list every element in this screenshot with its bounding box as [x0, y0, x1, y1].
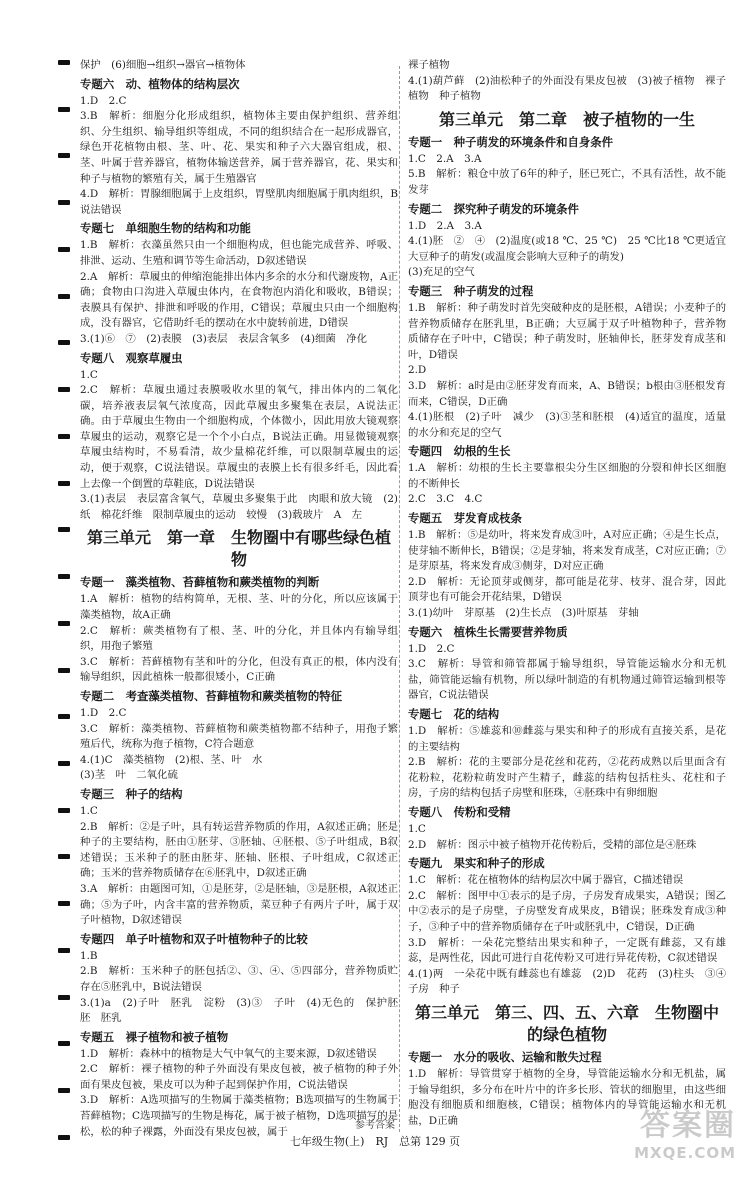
answer-paragraph: 2.C 解析：图甲中①表示的是子房，子房发育成果实，A错误；图乙中②表示的是子房壁，子房壁发育成果皮，B错误；胚珠发育成③种子，③种子中的营养物质储存在子叶或胚乳中，C错误，D正确	[408, 889, 726, 933]
answer-paragraph: 2.B 解析：②是子叶，具有转运营养物质的作用，A叙述正确；胚是种子的主要结构，胚由①胚芽、③胚轴、④胚根、⑤子叶组成，B叙述错误；玉米种子的胚由胚芽、胚轴、胚根、子叶组成，C叙述正确；玉米的营养物质储存在⑥胚乳中，D叙述正确	[80, 820, 398, 880]
topic-heading: 专题四 单子叶植物和双子叶植物种子的比较	[80, 931, 308, 946]
binding-mark	[58, 995, 70, 1000]
binding-mark	[58, 668, 70, 673]
answer-paragraph: 3.D 解析：一朵花完整结出果实和种子，一定既有雌蕊，又有雄蕊，是两性花，因此可进行自花传粉又可进行异花传粉，C叙述错误	[408, 936, 726, 965]
answer-paragraph: (3)茎 叶 二氧化硫	[80, 769, 178, 782]
answer-paragraph: 4.(1)胚根 (2)子叶 减少 (3)③茎和胚根 (4)适宜的温度，适量的水分和充足的空气	[408, 411, 726, 439]
answer-paragraph: 3.(1)a (2)子叶 胚乳 淀粉 (3)③ 子叶 (4)无色的 保护胚 胚 胚乳	[80, 996, 409, 1025]
answer-paragraph: 1.D 解析：森林中的植物是大气中氧气的主要来源，D叙述错误	[80, 1047, 377, 1060]
binding-mark	[58, 854, 70, 859]
binding-mark	[58, 107, 70, 112]
binding-mark	[58, 60, 70, 65]
answer-paragraph: 4.(1)C 藻类植物 (2)根、茎、叶 水	[80, 753, 263, 766]
binding-mark	[58, 340, 70, 345]
answer-paragraph: 1.B 解析：⑤是幼叶，将来发育成③叶，A对应正确；④是生长点，使芽轴不断伸长，B错误；②是芽轴，将来发育成茎，C对应正确；⑦是芽原基，将来发育成③侧芽，D对应正确	[408, 529, 726, 573]
unit-heading: 第三单元 第一章 生物圈中有哪些绿色植物	[86, 528, 391, 570]
answer-paragraph: 5.B 解析：粮仓中放了6年的种子，胚已死亡，不具有活性，故不能发芽	[408, 168, 726, 196]
binding-mark	[58, 200, 70, 205]
binding-mark	[58, 901, 70, 906]
binding-mark	[58, 153, 70, 158]
topic-heading: 专题四 幼根的生长	[408, 444, 511, 459]
answer-paragraph: 3.(1)⑥ ⑦ (2)表膜 (3)表层 表层含氧多 (4)细菌 净化	[80, 332, 367, 345]
binding-mark	[58, 808, 70, 813]
binding-mark	[58, 761, 70, 766]
topic-heading: 专题二 探究种子萌发的环境条件	[408, 201, 579, 216]
answer-paragraph: 3.(1)幼叶 芽原基 (2)生长点 (3)叶原基 芽轴	[408, 607, 639, 620]
answer-paragraph: 1.D 2.C	[80, 94, 127, 107]
binding-mark	[58, 294, 70, 299]
answer-paragraph: 1.A 解析：幼根的生长主要靠根尖分生区细胞的分裂和伸长区细胞的不断伸长	[408, 462, 726, 490]
answer-paragraph: 1.D 解析：导管贯穿于植物的全身，导管能运输水分和无机盐，属于输导组织，多分布在叶片中的许多长形、管状的细胞里，由这些细胞没有细胞质和细胞核，C错误；植物体内的导管能运输水和无机盐，D正确	[408, 1067, 726, 1127]
watermark-logo	[586, 1108, 736, 1174]
answer-paragraph: 1.D 解析：⑤雄蕊和⑩雌蕊与果实和种子的形成有直接关系，是花的主要结构	[408, 725, 726, 753]
answer-paragraph: 2.C 解析：裸子植物的种子外面没有果皮包被，被子植物的种子外面有果皮包被，果皮可以为种子起到保护作用，C说法错误	[80, 1063, 398, 1091]
unit-heading: 第三单元 第三、四、五、六章 生物圈中的绿色植物	[414, 1002, 719, 1044]
answer-paragraph: 1.B	[80, 949, 98, 962]
answer-paragraph: 1.A 解析：植物的结构简单，无根、茎、叶的分化，所以应该属于藻类植物，故A正确	[80, 593, 398, 622]
binding-mark	[58, 481, 70, 486]
answer-paragraph: 1.C	[408, 822, 426, 835]
answer-paragraph: 1.D 2.C	[80, 707, 127, 719]
answer-paragraph: 2.C 解析：草履虫通过表膜吸收水里的氧气，排出体内的二氧化碳，培养液表层氧气浓度高，因此草履虫多聚集在表层，A说法正确。由于草履虫生物由一个细胞构成，个体微小，因此用放大镜观察草履虫的运动，观察它是一个个小白点，B说法正确。用显微镜观察草履虫结构时，不易看清，故少量棉花纤维，可以限制草履虫的运动，便于观察，C说法错误。草履虫的表膜上长有很多纤毛，因此看上去像一个倒置的草鞋底，D说法错误	[80, 384, 398, 490]
topic-heading: 专题一 水分的吸收、运输和散失过程	[408, 1049, 602, 1064]
answer-paragraph: 1.B 解析：衣藻虽然只由一个细胞构成，但也能完成营养、呼吸、排泄、运动、生殖和调节等生命活动，D叙述错误	[80, 239, 398, 267]
binding-marks	[58, 60, 72, 1140]
answer-paragraph: 裸子植物	[408, 59, 450, 71]
binding-mark	[58, 434, 70, 439]
answer-paragraph: 2.B 解析：玉米种子的胚包括②、③、④、⑤四部分，营养物质贮存在⑤胚乳中，B说法错误	[80, 965, 398, 993]
answer-paragraph: 保护 (6)细胞→组织→器官→植物体	[80, 59, 246, 71]
topic-heading: 专题九 果实和种子的形成	[408, 856, 545, 871]
unit-heading: 第三单元 第二章 被子植物的一生	[438, 109, 695, 129]
answer-paragraph: 2.D 解析：图示中被子植物开花传粉后，受精的部位是④胚珠	[408, 838, 697, 851]
binding-mark	[58, 621, 70, 626]
answer-paragraph: 3.C 解析：苔藓植物有茎和叶的分化，但没有真正的根，体内没有输导组织，因此植株一般都很矮小，C正确	[80, 655, 398, 684]
answer-paragraph: 1.C	[80, 368, 98, 381]
answer-paragraph: 1.D 2.A 3.A	[408, 219, 482, 232]
topic-heading: 专题八 传粉和受精	[408, 804, 511, 819]
answer-paragraph: 2.D 解析：无论顶芽或侧芽，都可能是花芽、枝芽、混合芽，因此顶芽也有可能会开花结果，D错误	[408, 575, 726, 604]
binding-mark	[58, 574, 70, 579]
topic-heading: 专题一 种子萌发的环境条件和自身条件	[408, 134, 614, 149]
answer-paragraph: 3.A 解析：由题图可知，①是胚芽，②是胚轴，③是胚根，A叙述正确；⑤为子叶，内含丰富的营养物质，菜豆种子有两片子叶，属于双子叶植物，D叙述错误	[80, 882, 398, 927]
right-column	[408, 58, 737, 1129]
answer-paragraph: 3.C 解析：藻类植物、苔藓植物和蕨类植物都不结种子，用孢子繁殖后代，统称为孢子植物，C符合题意	[80, 722, 398, 751]
answer-paragraph: 2.C 解析：蕨类植物有了根、茎、叶的分化，并且体内有输导组织，用孢子繁殖	[80, 624, 398, 653]
answer-paragraph: 2.D	[408, 364, 427, 377]
answer-paragraph: 2.C 3.C 4.C	[408, 493, 483, 506]
left-column	[80, 58, 409, 1140]
topic-heading: 专题八 观察草履虫	[80, 350, 183, 365]
binding-mark	[58, 714, 70, 719]
footer-page-info: 七年级生物(上) RJ 总第 129 页	[289, 1135, 461, 1148]
binding-mark	[58, 1088, 70, 1093]
answer-paragraph: 4.(1)胚 ② ④ (2)温度(或18 ℃、25 ℃) 25 ℃比18 ℃更适宜大豆种子的萌发(或温度会影响大豆种子的萌发)	[408, 235, 726, 263]
watermark-main: 答案圈	[640, 1108, 736, 1143]
answer-paragraph: 2.B 解析：花的主要部分是花丝和花药，②花药成熟以后里面含有花粉粒，花粉粒萌发时产生精子，雌蕊的结构包括柱头、花柱和子房，子房的结构包括子房壁和胚珠，④胚珠中有卵细胞	[408, 756, 726, 800]
topic-heading: 专题三 种子萌发的过程	[408, 283, 534, 298]
footer-label: 参考答案	[355, 1120, 395, 1131]
topic-heading: 专题七 单细胞生物的结构和功能	[80, 221, 251, 236]
answer-paragraph: 4.(1)葫芦藓 (2)油松种子的外面没有果皮包被 (3)被子植物 裸子植物 种子植物	[408, 74, 726, 103]
answer-paragraph: 1.B 解析：种子萌发时首先突破种皮的是胚根，A错误；小麦种子的营养物质储存在胚乳里，B正确；大豆属于双子叶植物种子，营养物质储存在子叶中，C错误；种子萌发时，胚轴伸长，胚芽发育成茎和叶，D错误	[408, 301, 726, 361]
binding-mark	[58, 387, 70, 392]
topic-heading: 专题五 裸子植物和被子植物	[80, 1029, 229, 1044]
answer-paragraph: 3.D 解析：A选项描写的生物属于藻类植物；B选项描写的生物属于苔藓植物；C选项描写的生物是梅花，属于被子植物，D选项描写的是松，松的种子裸露，外面没有果皮包被，属于	[80, 1094, 398, 1138]
binding-mark	[58, 247, 70, 252]
answer-paragraph: 2.A 解析：草履虫的伸缩泡能排出体内多余的水分和代谢废物，A正确；食物由口沟进入草履虫体内，在食物泡内消化和吸收，B错误；表膜具有保护、排泄和呼吸的作用，C错误；草履虫只由一个细胞构成，没有器官，它借助纤毛的摆动在水中旋转前进，D错误	[80, 270, 398, 330]
answer-paragraph: 1.C	[80, 804, 98, 817]
watermark-sub: MXQE.COM	[634, 1144, 736, 1162]
answer-paragraph: 4.(1)两 一朵花中既有雌蕊也有雄蕊 (2)D 花药 (3)柱头 ③④ 子房 种子	[408, 967, 737, 996]
topic-heading: 专题七 花的结构	[408, 707, 500, 721]
answer-paragraph: 4.D 解析：胃腺细胞属于上皮组织，胃壁肌肉细胞属于肌肉组织，B说法错误	[80, 188, 398, 216]
topic-heading: 专题六 植株生长需要营养物质	[408, 624, 568, 639]
binding-mark	[58, 948, 70, 953]
topic-heading: 专题一 藻类植物、苔藓植物和蕨类植物的判断	[80, 575, 320, 590]
answer-paragraph: 3.(1)表层 表层富含氧气，草履虫多聚集于此 肉眼和放大镜 (2)纸 棉花纤维 限制草履虫的运动 较慢 (3)载玻片 A 左	[80, 493, 398, 521]
answer-paragraph: 1.C 解析：花在植物体的结构层次中属于器官，C描述错误	[408, 874, 684, 887]
answer-paragraph: 1.C 2.A 3.A	[408, 152, 482, 165]
binding-mark	[58, 1041, 70, 1046]
answer-paragraph: 3.D 解析：a时是由②胚芽发育而来，A、B错误；b根由③胚根发育而来，C错误，D正确	[408, 379, 726, 408]
answer-paragraph: 3.C 解析：导管和筛管都属于输导组织，导管能运输水分和无机盐，筛管能运输有机物，所以绿叶制造的有机物通过筛管运输到根等器官，C说法错误	[408, 658, 726, 702]
answer-paragraph: 3.B 解析：细胞分化形成组织，植物体主要由保护组织、营养组织、分生组织、输导组织等组成，不同的组织结合在一起形成器官，绿色开花植物由根、茎、叶、花、果实和种子六大器官组成，根、茎、叶属于营养器官，植物体输送营养，属于营养器官，花、果实和种子与植物的繁殖有关，属于生殖器官	[80, 110, 398, 185]
binding-mark	[58, 527, 70, 532]
answer-paragraph: (3)充足的空气	[408, 266, 475, 279]
column-divider	[399, 66, 400, 1132]
answer-paragraph: 1.D 2.C	[408, 642, 455, 655]
topic-heading: 专题二 考查藻类植物、苔藓植物和蕨类植物的特征	[80, 689, 342, 703]
topic-heading: 专题三 种子的结构	[80, 786, 183, 801]
topic-heading: 专题六 动、植物体的结构层次	[80, 76, 240, 91]
topic-heading: 专题五 芽发育成枝条	[408, 511, 522, 526]
